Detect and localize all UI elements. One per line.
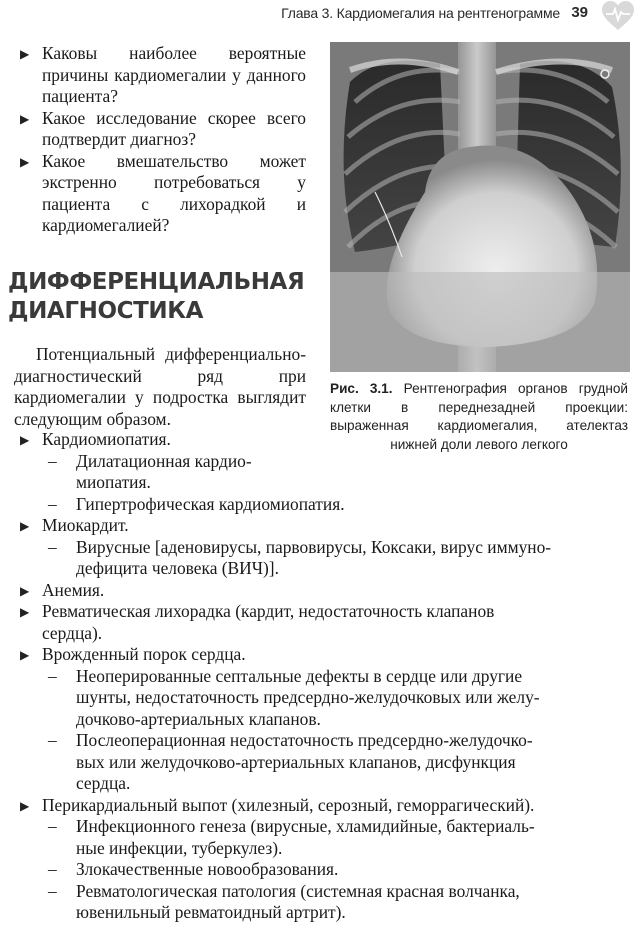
list-item-text: Врожденный порок сердца.: [42, 644, 246, 664]
chapter-title: Глава 3. Кардиомегалия на рентгенограмме: [281, 5, 560, 21]
list-item-text: Миокардит.: [42, 515, 129, 535]
question-text: Какое исследование скорее всего подтвердит диагноз?: [42, 107, 306, 149]
list-item-text: миопатия.: [76, 472, 151, 492]
bullet-arrow-icon: ▶: [20, 154, 30, 169]
list-item-text: ювенильный ревматоидный артрит).: [76, 902, 346, 922]
dash-marker: –: [48, 880, 57, 901]
list-item-text: сердца).: [42, 622, 103, 643]
list-item: [14, 580, 626, 602]
bullet-arrow-icon: ▶: [20, 111, 30, 126]
list-item: [14, 881, 626, 903]
list-item: [14, 859, 626, 881]
list-item-cont: [14, 752, 626, 774]
list-item: [14, 644, 626, 666]
dash-marker: –: [48, 859, 57, 879]
list-item-cont: [14, 623, 626, 645]
question-list: [14, 43, 306, 237]
list-item-cont: [14, 902, 626, 924]
list-item-text: дефицита человека (ВИЧ)].: [76, 558, 279, 578]
list-item: [14, 108, 306, 151]
dash-marker: –: [48, 450, 57, 471]
list-item-text: вых или желудочково-артериальных клапанов, дисфункция: [76, 751, 516, 772]
section-heading: [8, 268, 308, 326]
bullet-arrow-icon: ▶: [20, 583, 30, 598]
figure-caption-text: Рентгенография органов грудной клетки в переднезадней проекции: выраженная кардиомегалия, ателектаз нижней доли левого легкого: [330, 381, 628, 452]
list-item-text: дочково-артериальных клапанов.: [76, 708, 321, 729]
list-item: [14, 730, 626, 752]
figure-label: Рис. 3.1.: [330, 381, 393, 396]
list-item: [14, 816, 626, 838]
heart-pulse-icon: [600, 0, 636, 32]
bullet-arrow-icon: ▶: [20, 433, 30, 447]
bullet-arrow-icon: ▶: [20, 798, 30, 813]
list-item: [14, 515, 626, 537]
list-item-text: Ревматологическая патология (системная красная волчанка,: [76, 880, 520, 901]
dash-marker: –: [48, 730, 57, 750]
list-item-text: Дилатационная кардио-: [76, 450, 252, 471]
list-item: [14, 451, 306, 473]
dash-marker: –: [48, 816, 57, 836]
list-item-cont: [14, 773, 626, 795]
list-item: [14, 666, 626, 688]
dash-marker: –: [48, 665, 57, 686]
question-text: Какое вмешательство может экстренно потребоваться у пациента с лихорадкой и кардиомегалией?: [42, 150, 306, 235]
list-item: [14, 429, 626, 451]
section-heading-line: ДИАГНОСТИКА: [8, 298, 204, 324]
list-item-text: Вирусные [аденовирусы, парвовирусы, Коксаки, вирус иммуно-: [76, 536, 552, 557]
dash-marker: –: [48, 493, 57, 514]
question-text: Каковы наиболее вероятные причины кардиомегалии у данного пациента?: [42, 43, 306, 106]
bullet-arrow-icon: ▶: [20, 519, 30, 533]
list-item: [14, 537, 626, 559]
chest-xray-image: [330, 42, 630, 372]
list-item: [14, 795, 626, 817]
page-number: 39: [571, 4, 588, 21]
bullet-arrow-icon: ▶: [20, 648, 30, 662]
list-item: [14, 43, 306, 108]
bullet-arrow-icon: ▶: [20, 605, 30, 619]
differential-list: [14, 429, 626, 924]
list-item: [14, 151, 306, 237]
list-item: [14, 601, 626, 623]
list-item-text: сердца.: [76, 773, 131, 793]
list-item-text: Ревматическая лихорадка (кардит, недостаточность клапанов: [42, 601, 495, 621]
dash-marker: –: [48, 536, 57, 557]
list-item-text: Послеоперационная недостаточность предсердно-желудочко-: [76, 730, 533, 750]
section-heading-line: ДИФФЕРЕНЦИАЛЬНАЯ: [8, 269, 305, 295]
list-item-text: Анемия.: [42, 579, 105, 600]
list-item-text: Перикардиальный выпот (хилезный, серозный, геморрагический).: [42, 794, 535, 815]
intro-paragraph: Потенциальный дифференциально-диагностический ряд при кардиомегалии у подростка выглядит следующим образом.: [14, 344, 306, 429]
list-item-text: Неоперированные септальные дефекты в сердце или другие: [76, 665, 523, 686]
list-item-cont: [14, 709, 626, 731]
list-item-cont: [14, 472, 626, 494]
list-item-cont: [14, 687, 626, 709]
list-item-text: Злокачественные новообразования.: [76, 859, 339, 879]
list-item-text: Гипертрофическая кардиомиопатия.: [76, 493, 345, 514]
bullet-arrow-icon: ▶: [20, 47, 30, 61]
list-item-cont: [14, 838, 626, 860]
list-item-text: Инфекционного генеза (вирусные, хламидийные, бактериаль-: [76, 816, 535, 836]
list-item-cont: [14, 558, 626, 580]
list-item-text: шунты, недостаточность предсердно-желудочковых или желу-: [76, 687, 540, 707]
page-header: [0, 0, 640, 30]
list-item-text: Кардиомиопатия.: [42, 429, 171, 449]
list-item: [14, 494, 626, 516]
list-item-text: ные инфекции, туберкулез).: [76, 837, 283, 858]
